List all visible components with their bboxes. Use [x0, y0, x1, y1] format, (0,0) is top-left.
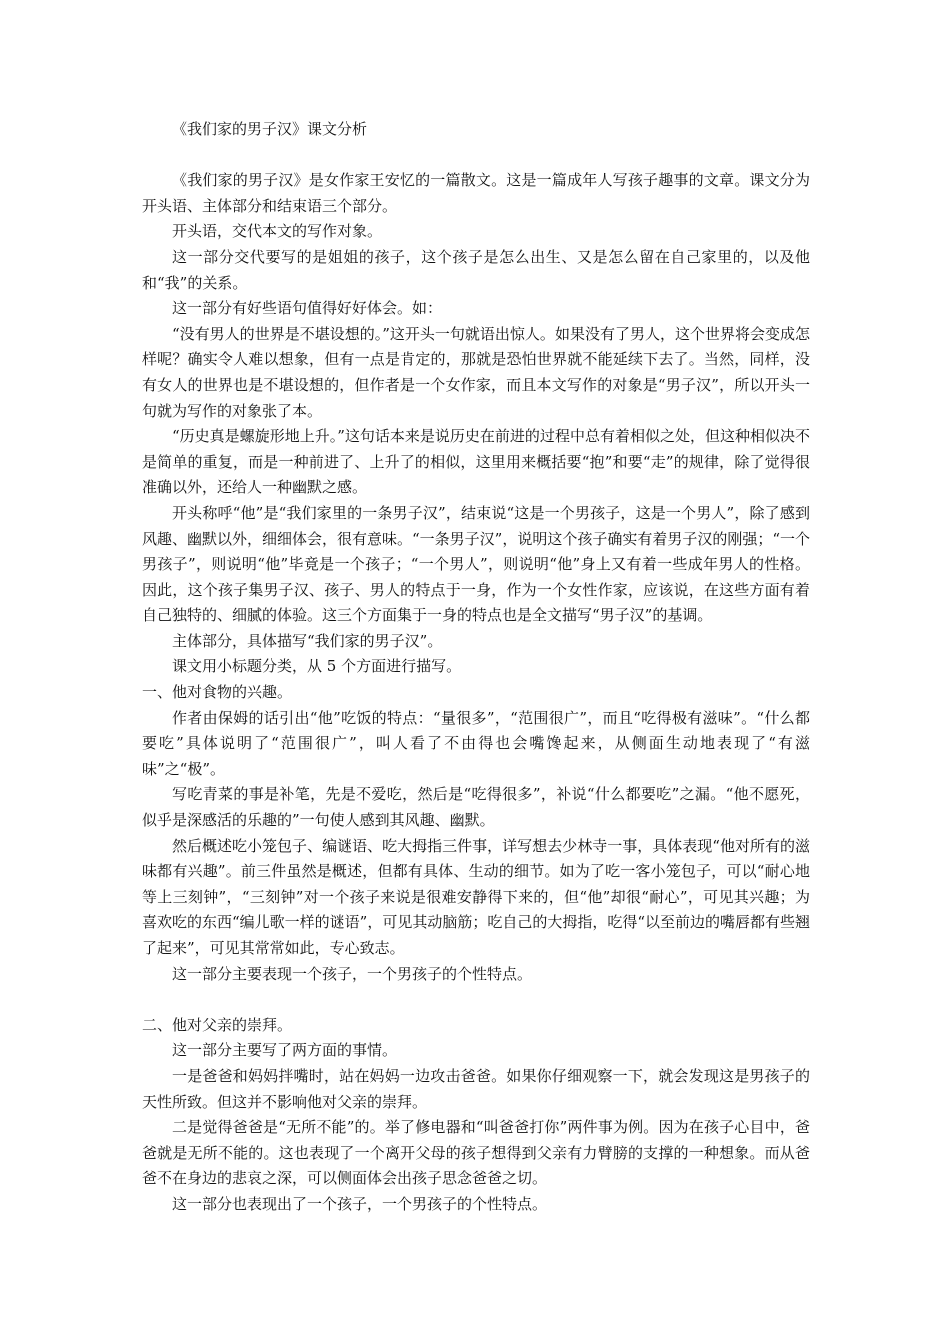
section-spacer — [142, 987, 810, 1013]
opening-paragraph-1: 这一部分交代要写的是姐姐的孩子，这个孩子是怎么出生、又是怎么留在自己家里的，以及他和“我”的关系。 — [142, 247, 810, 292]
body-intro: 课文用小标题分类，从 5 个方面进行描写。 — [172, 657, 462, 676]
intro-paragraph: 《我们家的男子汉》是女作家王安忆的一篇散文。这是一篇成年人写孩子趣事的文章。课文分为开头语、主体部分和结束语三个部分。 — [142, 171, 810, 215]
section-1-paragraph-1: 作者由保姆的话引出“他”吃饭的特点：“量很多”，“范围很广”，而且“吃得极有滋味”。“什么都要吃”具体说明了“范围很广”，叫人看了不由得也会嘴馋起来，从侧面生动地表现了“有滋味”之“极”。 — [142, 708, 810, 778]
quote-analysis-1: “没有男人的世界是不堪设想的。”这开头一句就语出惊人。如果没有了男人，这个世界将会变成怎样呢？确实令人难以想象，但有一点是肯定的，那就是恐怕世界就不能延续下去了。当然，同样，没有女人的世界也是不堪设想的，但作者是一个女作家，而且本文写作的对象是“男子汉”，所以开头一句就为写作的对象张了本。 — [142, 324, 810, 420]
opening-heading: 开头语，交代本文的写作对象。 — [172, 222, 383, 241]
section-2-paragraph-1: 这一部分主要写了两方面的事情。 — [172, 1041, 398, 1060]
document-title: 《我们家的男子汉》课文分析 — [172, 120, 368, 138]
section-2-paragraph-2: 一是爸爸和妈妈拌嘴时，站在妈妈一边攻击爸爸。如果你仔细观察一下，就会发现这是男孩子的天性所致。但这并不影响他对父亲的崇拜。 — [142, 1066, 810, 1111]
section-1-heading: 一、他对食物的兴趣。 — [142, 683, 293, 702]
section-1-paragraph-2: 写吃青菜的事是补笔，先是不爱吃，然后是“吃得很多”，补说“什么都要吃”之漏。“他不愿死，似乎是深感活的乐趣的”一句使人感到其风趣、幽默。 — [142, 785, 810, 830]
opening-paragraph-2: 这一部分有好些语句值得好好体会。如： — [172, 299, 443, 318]
document-body — [142, 117, 810, 1218]
quote-analysis-2: “历史真是螺旋形地上升。”这句话本来是说历史在前进的过程中总有着相似之处，但这种相似决不是简单的重复，而是一种前进了、上升了的相似，这里用来概括要“抱”和要“走”的规律，除了觉得很准确以外，还给人一种幽默之感。 — [142, 427, 810, 497]
section-2-paragraph-3: 二是觉得爸爸是“无所不能”的。举了修电器和“叫爸爸打你”两件事为例。因为在孩子心目中，爸爸就是无所不能的。这也表现了一个离开父母的孩子想得到父亲有力臂膀的支撑的一种想象。而从爸爸不在身边的悲哀之深，可以侧面体会出孩子思念爸爸之切。 — [142, 1118, 810, 1188]
section-2-heading: 二、他对父亲的崇拜。 — [142, 1015, 293, 1034]
section-1-paragraph-4: 这一部分主要表现一个孩子，一个男孩子的个性特点。 — [172, 964, 533, 983]
opening-paragraph-3: 开头称呼“他”是“我们家里的一条男子汉”，结束说“这是一个男孩子，这是一个男人”，除了感到风趣、幽默以外，细细体会，很有意味。“一条男子汉”，说明这个孩子确实有着男子汉的刚强；“一个男孩子”，则说明“他”毕竟是一个孩子；“一个男人”，则说明“他”身上又有着一些成年男人的性格。因此，这个孩子集男子汉、孩子、男人的特点于一身，作为一个女性作家，应该说，在这些方面有着自己独特的、细腻的体验。这三个方面集于一身的特点也是全文描写“男子汉”的基调。 — [142, 503, 811, 625]
body-heading: 主体部分，具体描写“我们家的男子汉”。 — [172, 631, 443, 650]
section-2-paragraph-4: 这一部分也表现出了一个孩子，一个男孩子的个性特点。 — [172, 1194, 548, 1213]
section-1-paragraph-3: 然后概述吃小笼包子、编谜语、吃大拇指三件事，详写想去少林寺一事，具体表现“他对所有的滋味都有兴趣”。前三件虽然是概述，但都有具体、生动的细节。如为了吃一客小笼包子，可以“耐心地等上三刻钟”，“三刻钟”对一个孩子来说是很难安静得下来的，但“他”却很“耐心”，可见其兴趣；为喜欢吃的东西“编儿歌一样的谜语”，可见其动脑筋；吃自己的大拇指，吃得“以至前边的嘴唇都有些翘了起来”，可见其常常如此，专心致志。 — [142, 836, 811, 957]
